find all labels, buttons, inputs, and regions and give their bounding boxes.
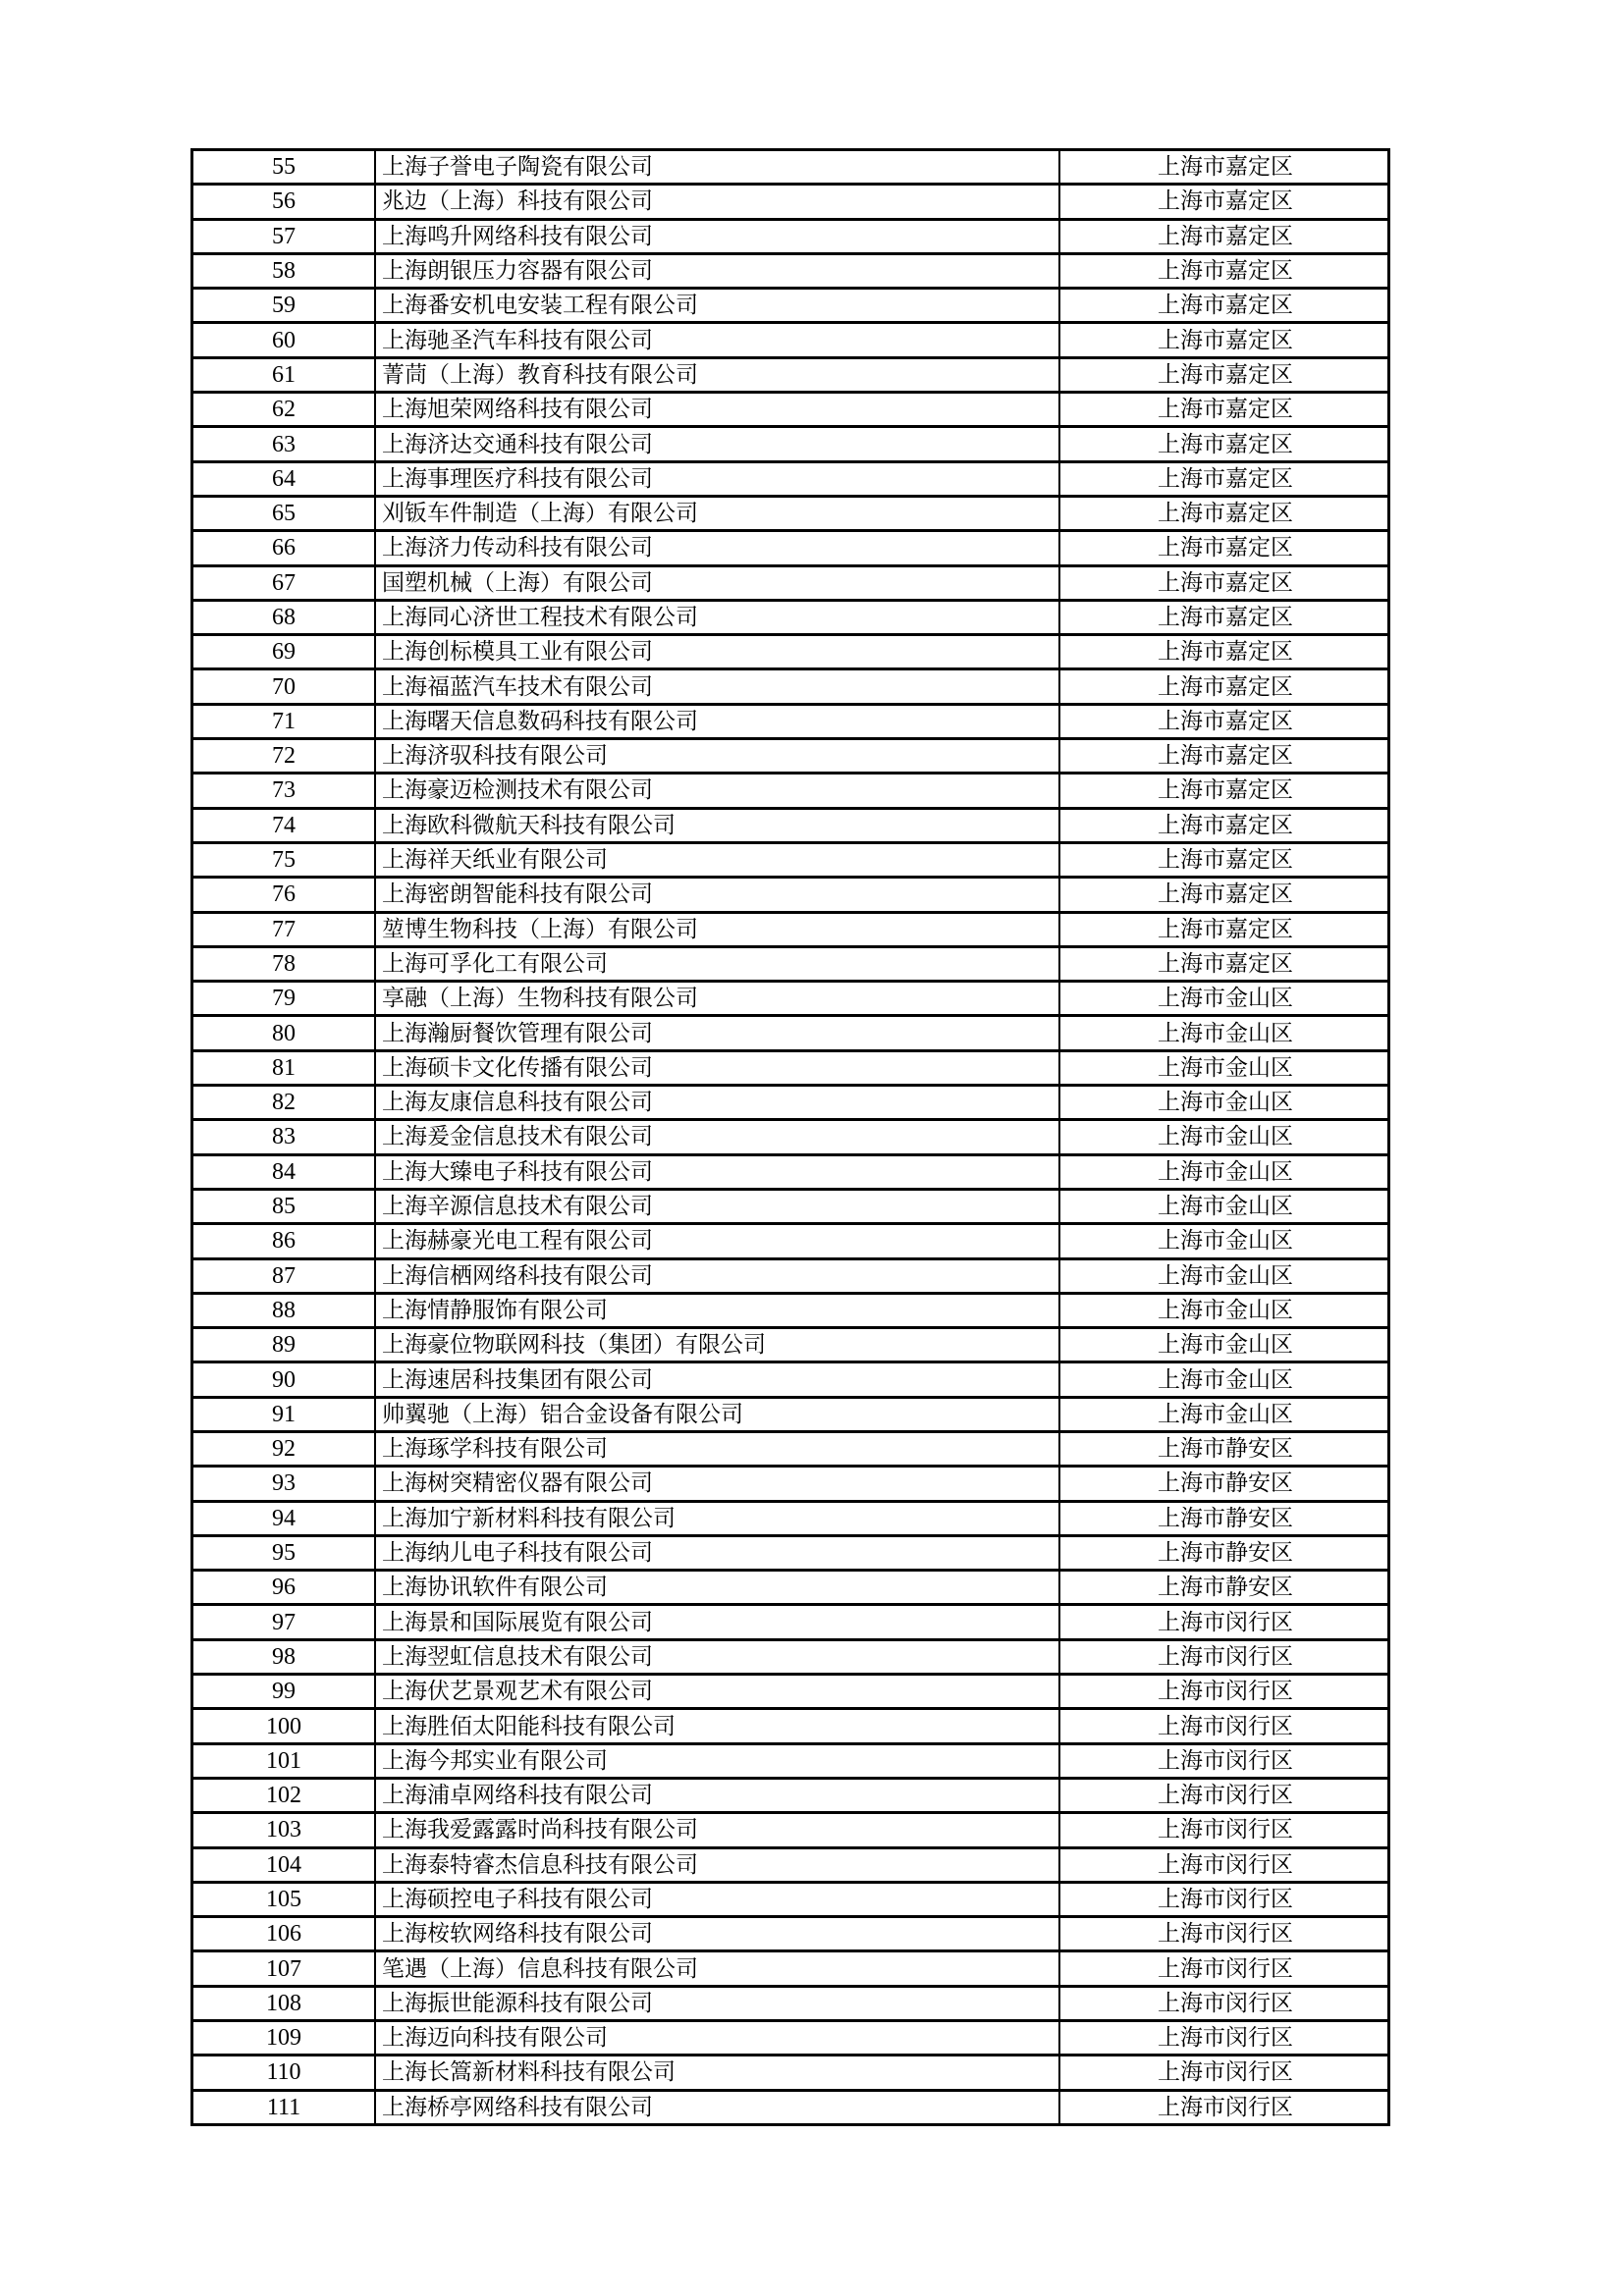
company-name: 上海同心济世工程技术有限公司	[375, 600, 1059, 634]
table-row	[193, 1675, 1390, 1709]
table-row	[193, 1293, 1390, 1327]
row-number: 79	[193, 982, 375, 1016]
district-name: 上海市金山区	[1059, 1258, 1390, 1293]
district-name: 上海市嘉定区	[1059, 912, 1390, 946]
row-number: 62	[193, 393, 375, 427]
table-row	[193, 253, 1390, 288]
table-row	[193, 531, 1390, 565]
company-name: 上海胜佰太阳能科技有限公司	[375, 1709, 1059, 1743]
company-name: 上海桉软网络科技有限公司	[375, 1917, 1059, 1951]
company-name: 上海硕卡文化传播有限公司	[375, 1050, 1059, 1085]
row-number: 69	[193, 635, 375, 669]
table-row	[193, 2090, 1390, 2123]
table-row	[193, 946, 1390, 981]
company-name: 堃博生物科技（上海）有限公司	[375, 912, 1059, 946]
table-row	[193, 357, 1390, 392]
table-row	[193, 496, 1390, 530]
row-number: 110	[193, 2056, 375, 2090]
company-name: 上海浦卓网络科技有限公司	[375, 1778, 1059, 1812]
row-number: 107	[193, 1951, 375, 1986]
company-name: 上海友康信息科技有限公司	[375, 1086, 1059, 1120]
table-row	[193, 1778, 1390, 1812]
row-number: 108	[193, 1986, 375, 2020]
company-name: 上海琢学科技有限公司	[375, 1431, 1059, 1466]
table-row	[193, 1397, 1390, 1431]
table-row	[193, 289, 1390, 323]
row-number: 66	[193, 531, 375, 565]
row-number: 60	[193, 323, 375, 357]
district-name: 上海市金山区	[1059, 1397, 1390, 1431]
company-name: 上海欧科微航天科技有限公司	[375, 808, 1059, 842]
company-name: 上海豪迈检测技术有限公司	[375, 774, 1059, 808]
district-name: 上海市闵行区	[1059, 1917, 1390, 1951]
company-name: 上海事理医疗科技有限公司	[375, 461, 1059, 496]
company-name: 上海振世能源科技有限公司	[375, 1986, 1059, 2020]
table-row	[193, 219, 1390, 253]
row-number: 73	[193, 774, 375, 808]
company-name: 上海我爱露露时尚科技有限公司	[375, 1813, 1059, 1847]
company-name: 上海赫豪光电工程有限公司	[375, 1224, 1059, 1258]
table-row	[193, 565, 1390, 600]
table-row	[193, 1639, 1390, 1674]
row-number: 90	[193, 1362, 375, 1397]
company-name: 上海旭荣网络科技有限公司	[375, 393, 1059, 427]
company-name: 菁茼（上海）教育科技有限公司	[375, 357, 1059, 392]
district-name: 上海市嘉定区	[1059, 253, 1390, 288]
table-row	[193, 1743, 1390, 1778]
district-name: 上海市闵行区	[1059, 1986, 1390, 2020]
table-row	[193, 1847, 1390, 1882]
row-number: 106	[193, 1917, 375, 1951]
table-row	[193, 1709, 1390, 1743]
district-name: 上海市闵行区	[1059, 2090, 1390, 2123]
district-name: 上海市静安区	[1059, 1535, 1390, 1570]
row-number: 68	[193, 600, 375, 634]
row-number: 97	[193, 1605, 375, 1639]
table-row	[193, 635, 1390, 669]
table-row	[193, 774, 1390, 808]
district-name: 上海市嘉定区	[1059, 808, 1390, 842]
company-name: 上海豪位物联网科技（集团）有限公司	[375, 1328, 1059, 1362]
company-name: 上海伏艺景观艺术有限公司	[375, 1675, 1059, 1709]
table-row	[193, 1882, 1390, 1916]
table-row	[193, 704, 1390, 738]
table-row	[193, 669, 1390, 704]
row-number: 84	[193, 1154, 375, 1189]
table-row	[193, 1535, 1390, 1570]
company-list-table	[190, 148, 1390, 2126]
company-name: 上海长篙新材料科技有限公司	[375, 2056, 1059, 2090]
company-name: 上海翌虹信息技术有限公司	[375, 1639, 1059, 1674]
company-name: 上海祥天纸业有限公司	[375, 842, 1059, 877]
company-name: 上海桥亭网络科技有限公司	[375, 2090, 1059, 2123]
table-body	[193, 151, 1390, 2123]
district-name: 上海市闵行区	[1059, 1813, 1390, 1847]
table-row	[193, 2021, 1390, 2056]
row-number: 75	[193, 842, 375, 877]
row-number: 64	[193, 461, 375, 496]
row-number: 91	[193, 1397, 375, 1431]
district-name: 上海市金山区	[1059, 1328, 1390, 1362]
table-row	[193, 1362, 1390, 1397]
company-name: 上海爰金信息技术有限公司	[375, 1120, 1059, 1154]
row-number: 74	[193, 808, 375, 842]
row-number: 80	[193, 1016, 375, 1050]
district-name: 上海市闵行区	[1059, 1639, 1390, 1674]
company-name: 上海速居科技集团有限公司	[375, 1362, 1059, 1397]
table-row	[193, 1016, 1390, 1050]
district-name: 上海市嘉定区	[1059, 531, 1390, 565]
row-number: 87	[193, 1258, 375, 1293]
district-name: 上海市静安区	[1059, 1571, 1390, 1605]
district-name: 上海市闵行区	[1059, 1743, 1390, 1778]
district-name: 上海市嘉定区	[1059, 219, 1390, 253]
district-name: 上海市嘉定区	[1059, 323, 1390, 357]
district-name: 上海市嘉定区	[1059, 739, 1390, 774]
table-row	[193, 600, 1390, 634]
table-row	[193, 1951, 1390, 1986]
row-number: 85	[193, 1189, 375, 1223]
district-name: 上海市嘉定区	[1059, 704, 1390, 738]
row-number: 55	[272, 154, 296, 181]
district-name: 上海市闵行区	[1059, 1847, 1390, 1882]
row-number: 76	[193, 878, 375, 912]
district-name: 上海市嘉定区	[1059, 461, 1390, 496]
company-name: 上海瀚厨餐饮管理有限公司	[375, 1016, 1059, 1050]
district-name: 上海市嘉定区	[1059, 878, 1390, 912]
table-row	[193, 1224, 1390, 1258]
table-row	[193, 1467, 1390, 1501]
district-name: 上海市闵行区	[1059, 1675, 1390, 1709]
row-number: 94	[193, 1501, 375, 1535]
company-name: 享融（上海）生物科技有限公司	[375, 982, 1059, 1016]
district-name: 上海市金山区	[1059, 1154, 1390, 1189]
table-row	[193, 878, 1390, 912]
row-number: 59	[193, 289, 375, 323]
company-name: 上海加宁新材料科技有限公司	[375, 1501, 1059, 1535]
row-number: 63	[193, 427, 375, 461]
table-row	[193, 1154, 1390, 1189]
row-number: 81	[193, 1050, 375, 1085]
district-name: 上海市嘉定区	[1059, 427, 1390, 461]
row-number: 96	[193, 1571, 375, 1605]
row-number: 104	[193, 1847, 375, 1882]
company-name: 上海协讯软件有限公司	[375, 1571, 1059, 1605]
table-row	[193, 323, 1390, 357]
table-row	[193, 1050, 1390, 1085]
company-name: 上海辛源信息技术有限公司	[375, 1189, 1059, 1223]
company-name: 上海今邦实业有限公司	[375, 1743, 1059, 1778]
district-name: 上海市闵行区	[1059, 1882, 1390, 1916]
company-name: 上海情静服饰有限公司	[375, 1293, 1059, 1327]
company-name: 刈钣车件制造（上海）有限公司	[375, 496, 1059, 530]
table-row	[193, 1120, 1390, 1154]
table-row	[193, 1917, 1390, 1951]
company-name: 上海迈向科技有限公司	[375, 2021, 1059, 2056]
district-name: 上海市闵行区	[1059, 2021, 1390, 2056]
table-row	[193, 982, 1390, 1016]
district-name: 上海市金山区	[1059, 1120, 1390, 1154]
company-name: 上海济达交通科技有限公司	[375, 427, 1059, 461]
table-row	[193, 1328, 1390, 1362]
company-name: 上海泰特睿杰信息科技有限公司	[375, 1847, 1059, 1882]
row-number: 61	[193, 357, 375, 392]
district-name: 上海市静安区	[1059, 1431, 1390, 1466]
row-number: 58	[193, 253, 375, 288]
company-table	[193, 151, 1390, 2123]
table-row	[193, 912, 1390, 946]
table-row	[193, 1813, 1390, 1847]
row-number: 65	[193, 496, 375, 530]
company-name: 上海硕控电子科技有限公司	[375, 1882, 1059, 1916]
table-row	[193, 739, 1390, 774]
district-name: 上海市嘉定区	[1059, 151, 1390, 185]
row-number: 103	[193, 1813, 375, 1847]
row-number: 82	[193, 1086, 375, 1120]
district-name: 上海市嘉定区	[1059, 635, 1390, 669]
row-number: 83	[193, 1120, 375, 1154]
table-row	[193, 1431, 1390, 1466]
company-name: 上海驰圣汽车科技有限公司	[375, 323, 1059, 357]
row-number: 57	[193, 219, 375, 253]
row-number: 72	[193, 739, 375, 774]
row-number: 77	[193, 912, 375, 946]
table-row	[193, 1086, 1390, 1120]
district-name: 上海市金山区	[1059, 1016, 1390, 1050]
district-name: 上海市嘉定区	[1059, 842, 1390, 877]
district-name: 上海市嘉定区	[1059, 946, 1390, 981]
district-name: 上海市嘉定区	[1059, 565, 1390, 600]
district-name: 上海市嘉定区	[1059, 357, 1390, 392]
district-name: 上海市嘉定区	[1059, 669, 1390, 704]
district-name: 上海市闵行区	[1059, 1709, 1390, 1743]
district-name: 上海市金山区	[1059, 1189, 1390, 1223]
table-row	[193, 842, 1390, 877]
row-number: 95	[193, 1535, 375, 1570]
row-number: 88	[193, 1293, 375, 1327]
district-name: 上海市金山区	[1059, 1224, 1390, 1258]
district-name: 上海市嘉定区	[1059, 496, 1390, 530]
row-number: 70	[193, 669, 375, 704]
table-row	[193, 1986, 1390, 2020]
company-name: 上海济驭科技有限公司	[375, 739, 1059, 774]
row-number: 93	[193, 1467, 375, 1501]
company-name: 上海信栖网络科技有限公司	[375, 1258, 1059, 1293]
district-name: 上海市静安区	[1059, 1501, 1390, 1535]
district-name: 上海市嘉定区	[1059, 185, 1390, 219]
company-name: 帅翼驰（上海）铝合金设备有限公司	[375, 1397, 1059, 1431]
row-number: 102	[193, 1778, 375, 1812]
table-row	[193, 1189, 1390, 1223]
company-name: 上海可孚化工有限公司	[375, 946, 1059, 981]
table-row	[193, 1501, 1390, 1535]
company-name: 上海子誉电子陶瓷有限公司	[375, 151, 1059, 185]
row-number: 101	[193, 1743, 375, 1778]
row-number: 67	[193, 565, 375, 600]
company-name: 上海福蓝汽车技术有限公司	[375, 669, 1059, 704]
company-name: 兆边（上海）科技有限公司	[375, 185, 1059, 219]
district-name: 上海市金山区	[1059, 982, 1390, 1016]
company-name: 上海大臻电子科技有限公司	[375, 1154, 1059, 1189]
district-name: 上海市闵行区	[1059, 1951, 1390, 1986]
row-number: 99	[193, 1675, 375, 1709]
row-number: 98	[193, 1639, 375, 1674]
district-name: 上海市金山区	[1059, 1050, 1390, 1085]
table-row	[193, 1605, 1390, 1639]
company-name: 上海济力传动科技有限公司	[375, 531, 1059, 565]
district-name: 上海市闵行区	[1059, 1778, 1390, 1812]
table-row	[193, 1258, 1390, 1293]
district-name: 上海市嘉定区	[1059, 289, 1390, 323]
row-number: 89	[193, 1328, 375, 1362]
district-name: 上海市嘉定区	[1059, 774, 1390, 808]
district-name: 上海市金山区	[1059, 1086, 1390, 1120]
row-number: 109	[193, 2021, 375, 2056]
company-name: 上海曙天信息数码科技有限公司	[375, 704, 1059, 738]
row-number: 111	[193, 2090, 375, 2123]
table-row	[193, 151, 1390, 185]
row-number: 105	[193, 1882, 375, 1916]
table-row	[193, 427, 1390, 461]
row-number: 100	[193, 1709, 375, 1743]
company-name: 上海密朗智能科技有限公司	[375, 878, 1059, 912]
district-name: 上海市闵行区	[1059, 2056, 1390, 2090]
row-number: 92	[193, 1431, 375, 1466]
table-row	[193, 461, 1390, 496]
row-number: 56	[193, 185, 375, 219]
company-name: 上海番安机电安装工程有限公司	[375, 289, 1059, 323]
row-number: 86	[193, 1224, 375, 1258]
company-name: 上海鸣升网络科技有限公司	[375, 219, 1059, 253]
district-name: 上海市嘉定区	[1059, 600, 1390, 634]
district-name: 上海市嘉定区	[1059, 393, 1390, 427]
table-row	[193, 808, 1390, 842]
row-number: 71	[193, 704, 375, 738]
row-number: 78	[193, 946, 375, 981]
district-name: 上海市金山区	[1059, 1293, 1390, 1327]
table-row	[193, 185, 1390, 219]
district-name: 上海市金山区	[1059, 1362, 1390, 1397]
company-name: 上海纳儿电子科技有限公司	[375, 1535, 1059, 1570]
table-row	[193, 2056, 1390, 2090]
company-name: 笔遇（上海）信息科技有限公司	[375, 1951, 1059, 1986]
district-name: 上海市静安区	[1059, 1467, 1390, 1501]
table-row	[193, 393, 1390, 427]
district-name: 上海市闵行区	[1059, 1605, 1390, 1639]
company-name: 上海景和国际展览有限公司	[375, 1605, 1059, 1639]
table-row	[193, 1571, 1390, 1605]
company-name: 国塑机械（上海）有限公司	[375, 565, 1059, 600]
company-name: 上海创标模具工业有限公司	[375, 635, 1059, 669]
company-name: 上海朗银压力容器有限公司	[375, 253, 1059, 288]
company-name: 上海树突精密仪器有限公司	[375, 1467, 1059, 1501]
